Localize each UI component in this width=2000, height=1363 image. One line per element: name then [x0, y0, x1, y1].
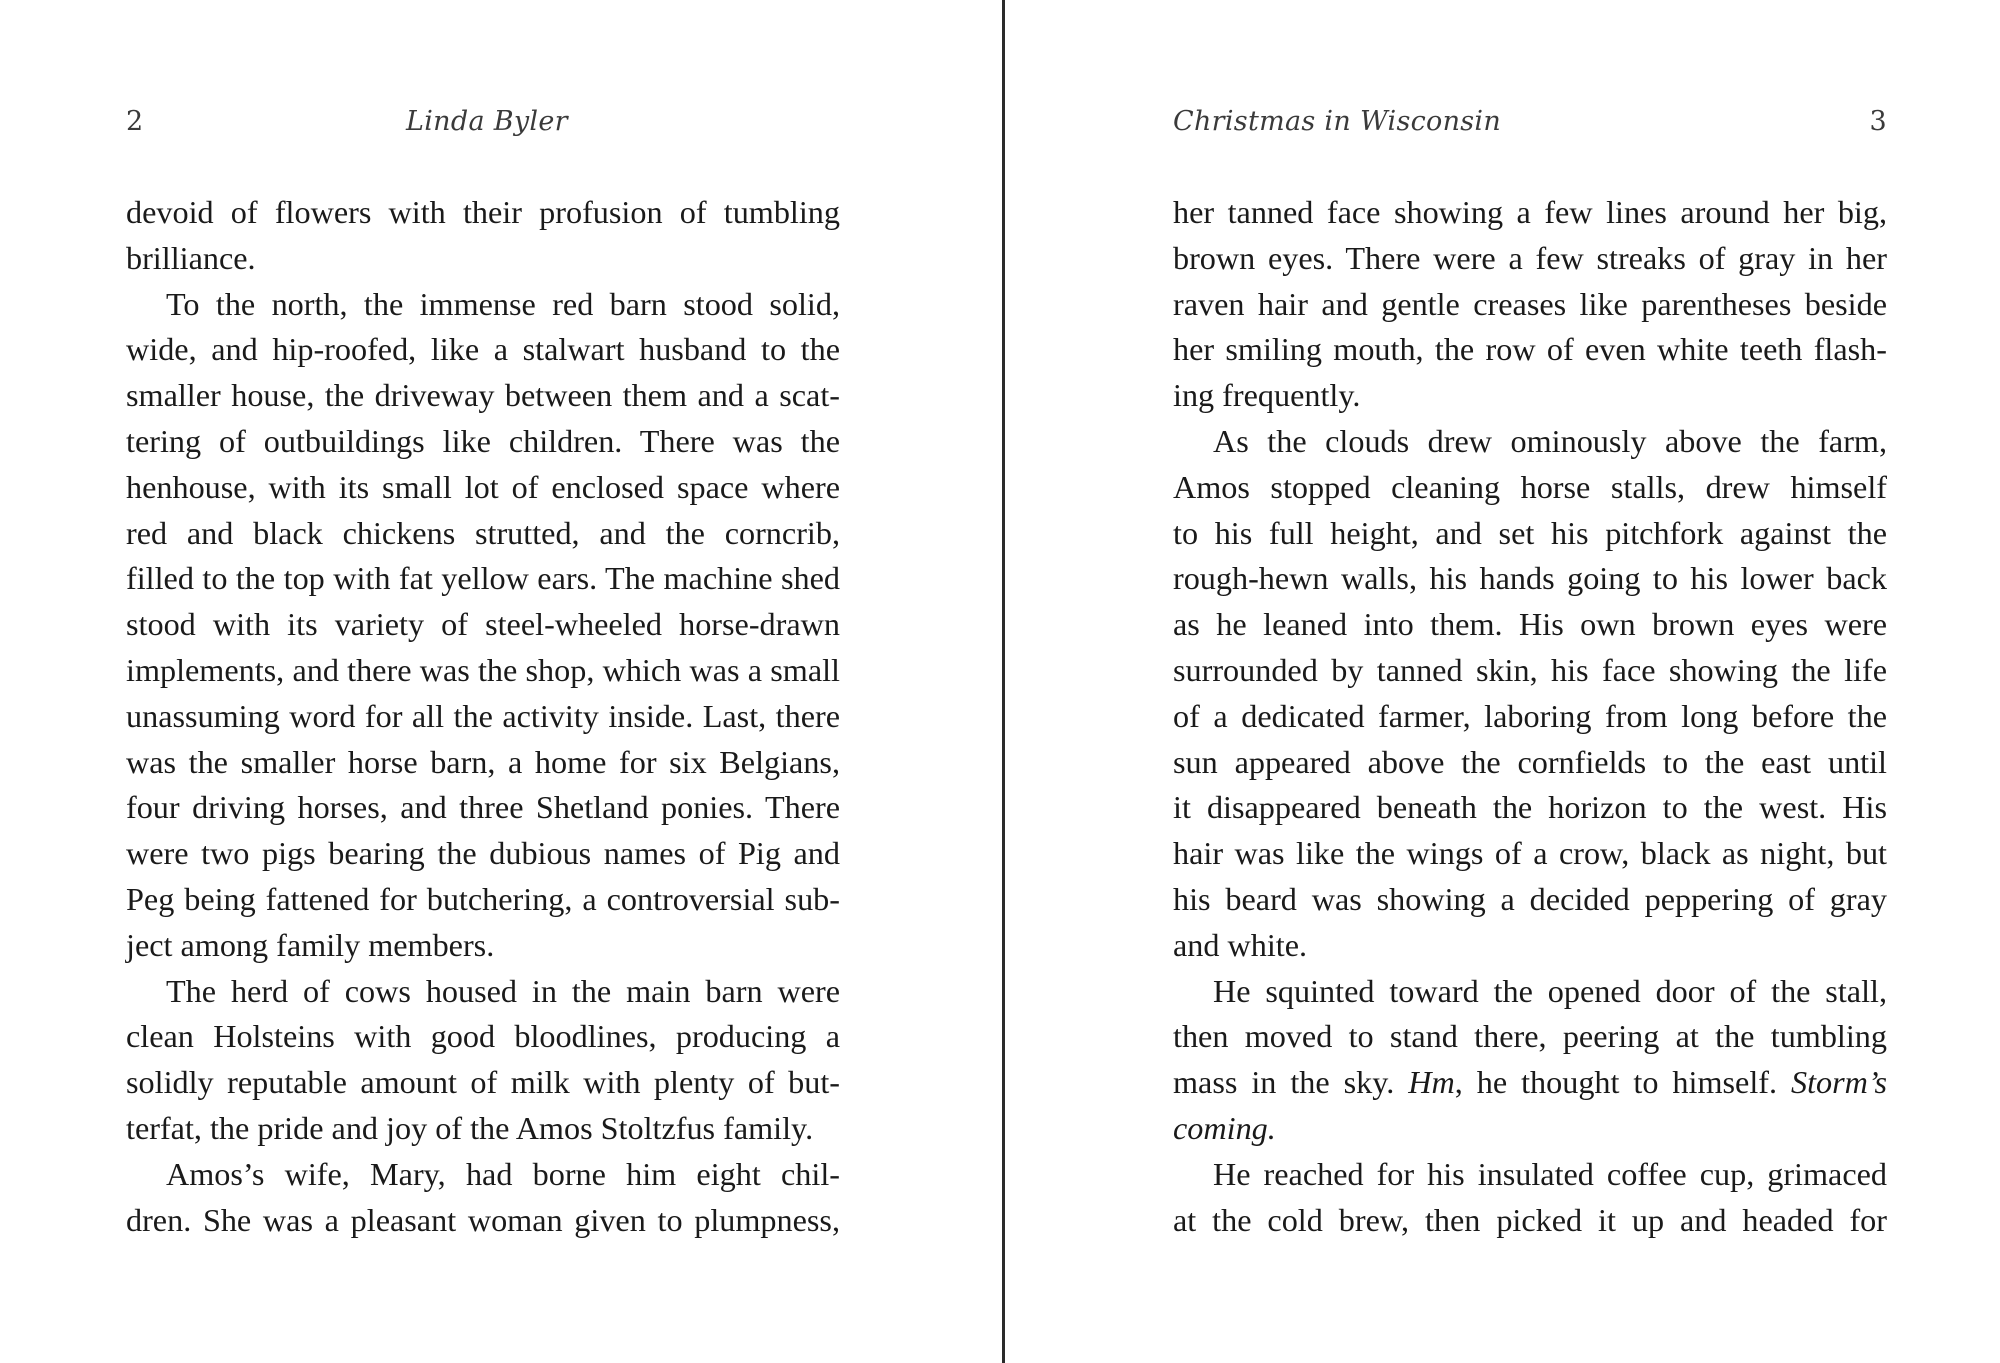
text-line: ject among family members.: [126, 926, 495, 963]
right-page: [1005, 0, 2000, 1363]
text-line: raven hair and gentle creases like parentheses beside: [1173, 285, 1887, 322]
text-line: dren. She was a pleasant woman given to plumpness,: [126, 1201, 840, 1238]
text-line: unassuming word for all the activity inside. Last, there: [126, 697, 840, 734]
text-line: devoid of flowers with their profusion of tumbling: [126, 194, 840, 230]
text-line: implements, and there was the shop, which was a small: [126, 651, 840, 688]
text-line: four driving horses, and three Shetland ponies. There: [126, 789, 840, 826]
text-line: [1173, 1106, 1887, 1152]
text-line: sun appeared above the cornfields to the east until: [1173, 743, 1887, 780]
text-segment: mass in the sky.: [1173, 1064, 1409, 1101]
page-number: 3: [1869, 106, 1887, 137]
text-line: The herd of cows housed in the main barn were: [166, 972, 840, 1009]
text-line: He squinted toward the opened door of the stall,: [1213, 972, 1887, 1009]
text-line: solidly reputable amount of milk with plenty of but-: [126, 1064, 840, 1101]
text-line: He reached for his insulated coffee cup, grimaced: [1213, 1155, 1887, 1192]
text-line: Amos stopped cleaning horse stalls, drew himself: [1173, 468, 1887, 505]
text-line: to his full height, and set his pitchfork against the: [1173, 514, 1887, 551]
text-line: wide, and hip-roofed, like a stalwart husband to the: [126, 331, 840, 368]
text-line: Peg being fattened for butchering, a controversial sub-: [126, 880, 840, 917]
text-line: her tanned face showing a few lines around her big,: [1173, 194, 1887, 230]
left-page-header: [126, 106, 840, 146]
text-line: it disappeared beneath the horizon to the west. His: [1173, 789, 1887, 826]
text-segment: , he thought to himself.: [1454, 1064, 1791, 1101]
text-line: brilliance.: [126, 239, 256, 276]
text-line: surrounded by tanned skin, his face showing the life: [1173, 651, 1887, 688]
text-line: and white.: [1173, 926, 1308, 963]
right-page-header: [1173, 106, 1887, 146]
text-line: clean Holsteins with good bloodlines, producing a: [126, 1018, 840, 1055]
text-line: smaller house, the driveway between them and a scat-: [126, 377, 840, 414]
text-line: were two pigs bearing the dubious names of Pig and: [126, 835, 840, 872]
running-head-book-title: Christmas in Wisconsin: [1173, 106, 1502, 137]
text-line: [1173, 1060, 1887, 1106]
italic-text: Storm’s: [1791, 1064, 1887, 1101]
text-line: red and black chickens strutted, and the corncrib,: [126, 514, 840, 551]
text-line: his beard was showing a decided peppering of gray: [1173, 880, 1887, 917]
text-line: stood with its variety of steel-wheeled horse-drawn: [126, 606, 840, 643]
text-line: rough-hewn walls, his hands going to his lower back: [1173, 560, 1887, 597]
running-head-author: Linda Byler: [406, 106, 568, 137]
text-line: filled to the top with fat yellow ears. The machine shed: [126, 560, 840, 597]
text-line: as he leaned into them. His own brown eyes were: [1173, 606, 1887, 643]
italic-text: Hm: [1408, 1064, 1455, 1101]
text-line: of a dedicated farmer, laboring from long before the: [1173, 697, 1887, 734]
text-line: brown eyes. There were a few streaks of gray in her: [1173, 239, 1887, 276]
text-line: As the clouds drew ominously above the farm,: [1213, 422, 1887, 459]
text-line: hair was like the wings of a crow, black as night, but: [1173, 835, 1887, 872]
text-line: her smiling mouth, the row of even white teeth flash-: [1173, 331, 1887, 368]
page-number: 2: [126, 106, 144, 137]
text-line: henhouse, with its small lot of enclosed space where: [126, 468, 840, 505]
text-line: was the smaller horse barn, a home for six Belgians,: [126, 743, 840, 780]
text-line: To the north, the immense red barn stood solid,: [166, 285, 840, 322]
text-line: ing frequently.: [1173, 377, 1361, 414]
text-line: terfat, the pride and joy of the Amos Stoltzfus family.: [126, 1109, 814, 1146]
text-line: tering of outbuildings like children. There was the: [126, 422, 840, 459]
text-line: Amos’s wife, Mary, had borne him eight chil-: [166, 1155, 840, 1192]
text-line: at the cold brew, then picked it up and headed for: [1173, 1201, 1887, 1238]
left-page-body-text: [126, 190, 840, 1243]
text-line: then moved to stand there, peering at the tumbling: [1173, 1018, 1887, 1055]
right-page-body-text: [1173, 190, 1887, 1243]
italic-text: coming.: [1173, 1109, 1276, 1146]
